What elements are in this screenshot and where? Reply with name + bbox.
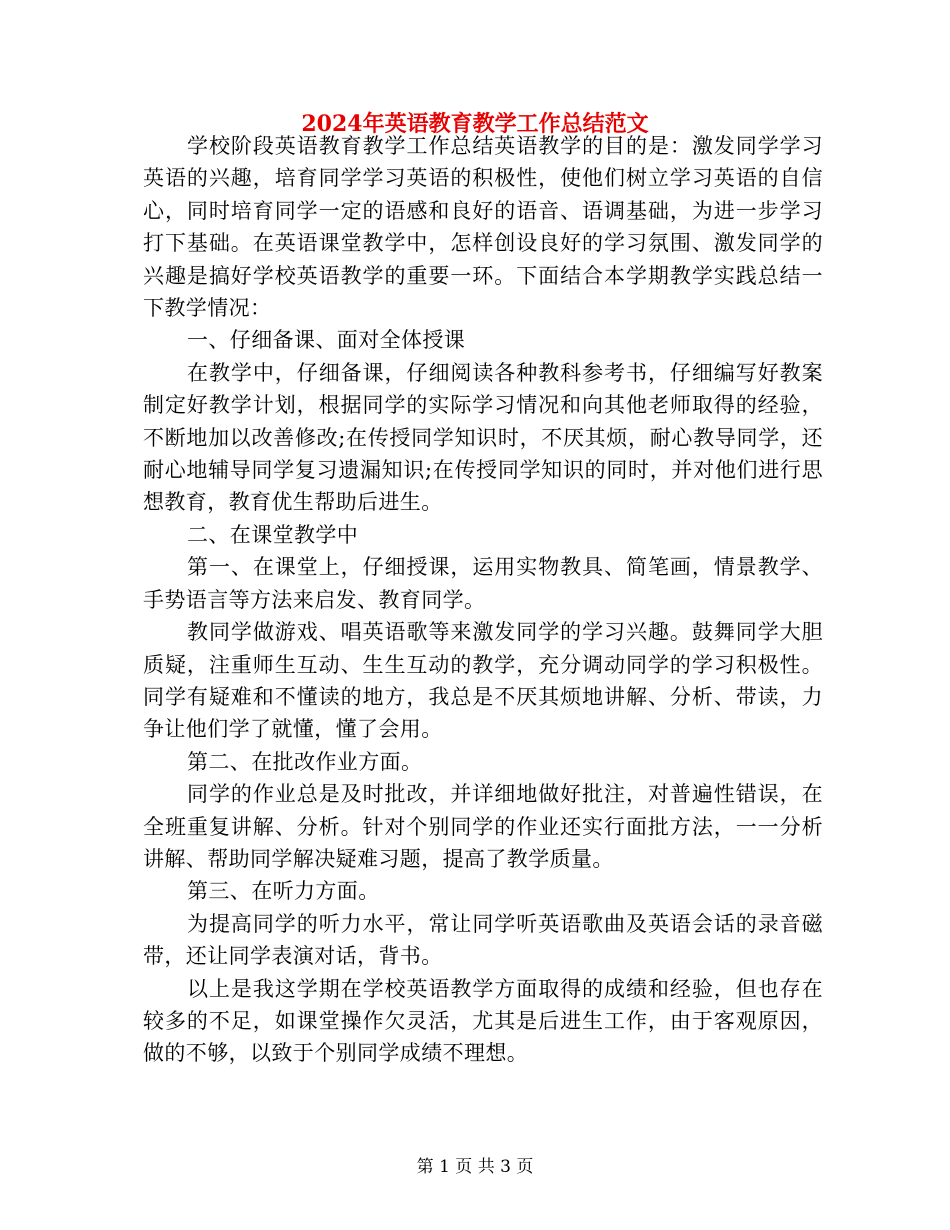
point-1-paragraph: 第一、在课堂上，仔细授课，运用实物教具、简笔画，情景教学、手势语言等方法来启发、教育同学。: [143, 555, 823, 612]
page-footer: [0, 1155, 950, 1179]
homework-paragraph: 同学的作业总是及时批改，并详细地做好批注，对普遍性错误，在全班重复讲解、分析。针对个别同学的作业还实行面批方法，一一分析讲解、帮助同学解决疑难习题，提高了教学质量。: [143, 782, 823, 871]
section-1-paragraph: 在教学中，仔细备课，仔细阅读各种教科参考书，仔细编写好教案制定好教学计划，根据同学的实际学习情况和向其他老师取得的经验，不断地加以改善修改;在传授同学知识时，不厌其烦，耐心教导同学，还耐心地辅导同学复习遗漏知识;在传授同学知识的同时，并对他们进行思想教育，教育优生帮助后进生。: [143, 360, 823, 515]
point-3-heading: 第三、在听力方面。: [187, 879, 380, 904]
listening-paragraph: 为提高同学的听力水平，常让同学听英语歌曲及英语会话的录音磁带，还让同学表演对话，背书。: [143, 911, 823, 969]
conclusion-paragraph: 以上是我这学期在学校英语教学方面取得的成绩和经验，但也存在较多的不足，如课堂操作欠灵活，尤其是后进生工作，由于客观原因，做的不够，以致于个别同学成绩不理想。: [143, 976, 823, 1066]
intro-paragraph: 学校阶段英语教育教学工作总结英语教学的目的是：激发同学学习英语的兴趣，培育同学学习英语的积极性，使他们树立学习英语的自信心，同时培育同学一定的语感和良好的语音、语调基础，为进一步学习打下基础。在英语课堂教学中，怎样创设良好的学习氛围、激发同学的兴趣是搞好学校英语教学的重要一环。下面结合本学期教学实践总结一下教学情况：: [143, 134, 823, 321]
document-title: 2024年英语教育教学工作总结范文: [301, 111, 649, 137]
games-paragraph: 教同学做游戏、唱英语歌等来激发同学的学习兴趣。鼓舞同学大胆质疑，注重师生互动、生生互动的教学，充分调动同学的学习积极性。同学有疑难和不懂读的地方，我总是不厌其烦地讲解、分析、带读，力争让他们学了就懂，懂了会用。: [143, 620, 823, 742]
section-heading-2: 二、在课堂教学中: [187, 522, 359, 547]
document-body: [143, 130, 823, 1070]
page-number-label: 第 1 页 共 3 页: [416, 1157, 534, 1177]
point-2-heading: 第二、在批改作业方面。: [187, 749, 423, 774]
section-heading-1: 一、仔细备课、面对全体授课: [187, 328, 466, 353]
